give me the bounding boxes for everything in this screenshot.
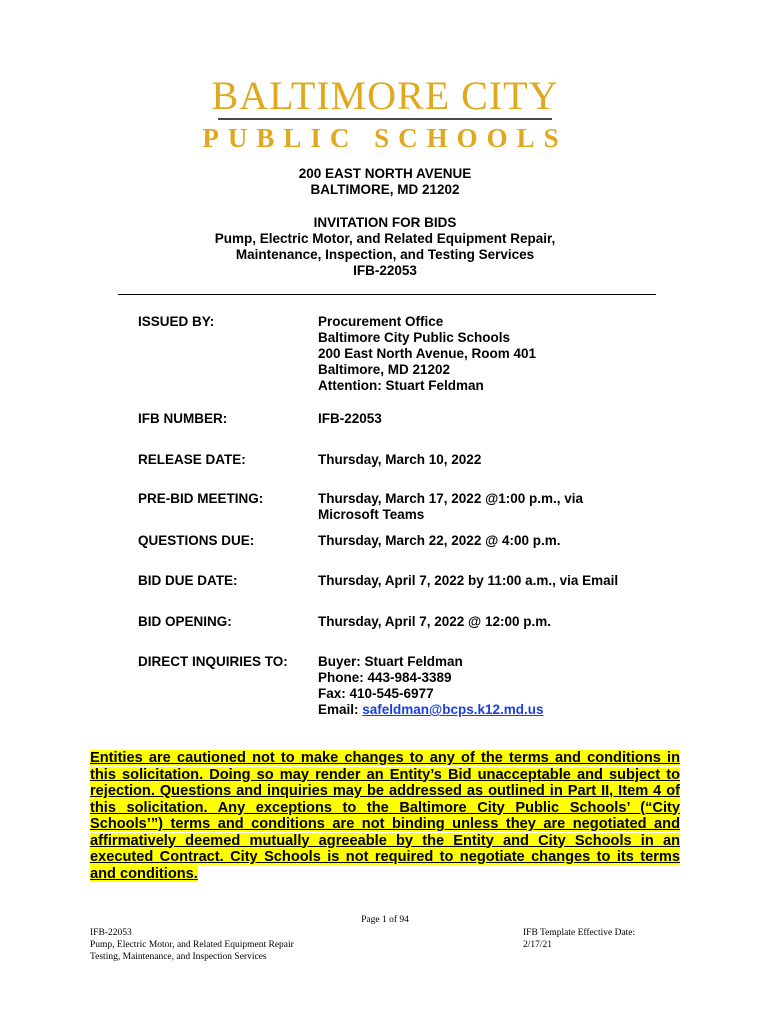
caution-paragraph [90, 750, 680, 882]
pre-bid-value [318, 491, 583, 523]
document-heading: INVITATION FOR BIDS [313, 215, 457, 230]
release-date-value: Thursday, March 10, 2022 [318, 452, 482, 467]
issued-by-label: ISSUED BY: [138, 314, 215, 329]
issued-by-line: Attention: Stuart Feldman [318, 378, 484, 393]
email-label: Email: [318, 702, 363, 717]
footer-left-line-3: Testing, Maintenance, and Inspection Services [90, 952, 267, 962]
email-link[interactable]: safeldman@bcps.k12.md.us [362, 702, 544, 717]
address-line-2: BALTIMORE, MD 21202 [310, 182, 460, 197]
buyer-name: Buyer: Stuart Feldman [318, 654, 463, 669]
issued-by-line: Baltimore City Public Schools [318, 330, 511, 345]
footer-right-line-1: IFB Template Effective Date: [523, 928, 636, 938]
ifb-number-label: IFB NUMBER: [138, 411, 228, 426]
issued-by-line: Procurement Office [318, 314, 444, 329]
page-number: Page 1 of 94 [361, 915, 409, 925]
logo-divider [218, 118, 552, 120]
bid-due-value: Thursday, April 7, 2022 by 11:00 a.m., via Email [318, 573, 619, 588]
questions-due-value: Thursday, March 22, 2022 @ 4:00 p.m. [318, 533, 561, 548]
logo-line-public-schools: PUBLIC SCHOOLS [202, 123, 568, 153]
address-block [0, 166, 770, 198]
inquiries-label: DIRECT INQUIRIES TO: [138, 654, 288, 669]
address-line-1: 200 EAST NORTH AVENUE [298, 166, 472, 181]
footer-right [523, 927, 635, 951]
pre-bid-line-1: Thursday, March 17, 2022 @1:00 p.m., via [318, 491, 584, 506]
header-divider [118, 294, 656, 295]
ifb-number-value: IFB-22053 [318, 411, 382, 426]
footer-right-line-2: 2/17/21 [523, 940, 553, 950]
title-block [0, 215, 770, 279]
footer-left [90, 927, 294, 963]
inquiries-value [318, 654, 544, 718]
document-number: IFB-22053 [353, 263, 417, 278]
bid-due-label: BID DUE DATE: [138, 573, 238, 588]
issued-by-value [318, 314, 536, 394]
buyer-email-row [318, 702, 544, 718]
document-subject-1: Pump, Electric Motor, and Related Equipment Repair, [214, 231, 556, 246]
pre-bid-label: PRE-BID MEETING: [138, 491, 264, 506]
logo-line-baltimore-city: BALTIMORE CITY [211, 73, 559, 118]
pre-bid-line-2: Microsoft Teams [318, 507, 425, 522]
bid-opening-value: Thursday, April 7, 2022 @ 12:00 p.m. [318, 614, 552, 629]
document-subject-2: Maintenance, Inspection, and Testing Services [235, 247, 535, 262]
bid-opening-label: BID OPENING: [138, 614, 232, 629]
release-date-label: RELEASE DATE: [138, 452, 246, 467]
buyer-phone: Phone: 443-984-3389 [318, 670, 452, 685]
footer-left-line-1: IFB-22053 [90, 928, 132, 938]
footer-left-line-2: Pump, Electric Motor, and Related Equipment Repair [90, 940, 294, 950]
issued-by-line: 200 East North Avenue, Room 401 [318, 346, 537, 361]
buyer-fax: Fax: 410-545-6977 [318, 686, 434, 701]
questions-due-label: QUESTIONS DUE: [138, 533, 255, 548]
issued-by-line: Baltimore, MD 21202 [318, 362, 451, 377]
caution-text: Entities are cautioned not to make changes to any of the terms and conditions in this solicitation. Doing so may render an Entity’s Bid unacceptable and subject to rejection. Questions and inquiries may be addressed as outlined in Part II, Item 4 of this solicitation. Any exceptions to the Baltimore City Public Schools’ (“City Schools’”) terms and conditions are not binding unless they are negotiated and affirmatively deemed mutually agreeable by the Entity and City Schools in an executed Contract. City Schools is not required to negotiate changes to its terms and conditions. [90, 750, 680, 882]
